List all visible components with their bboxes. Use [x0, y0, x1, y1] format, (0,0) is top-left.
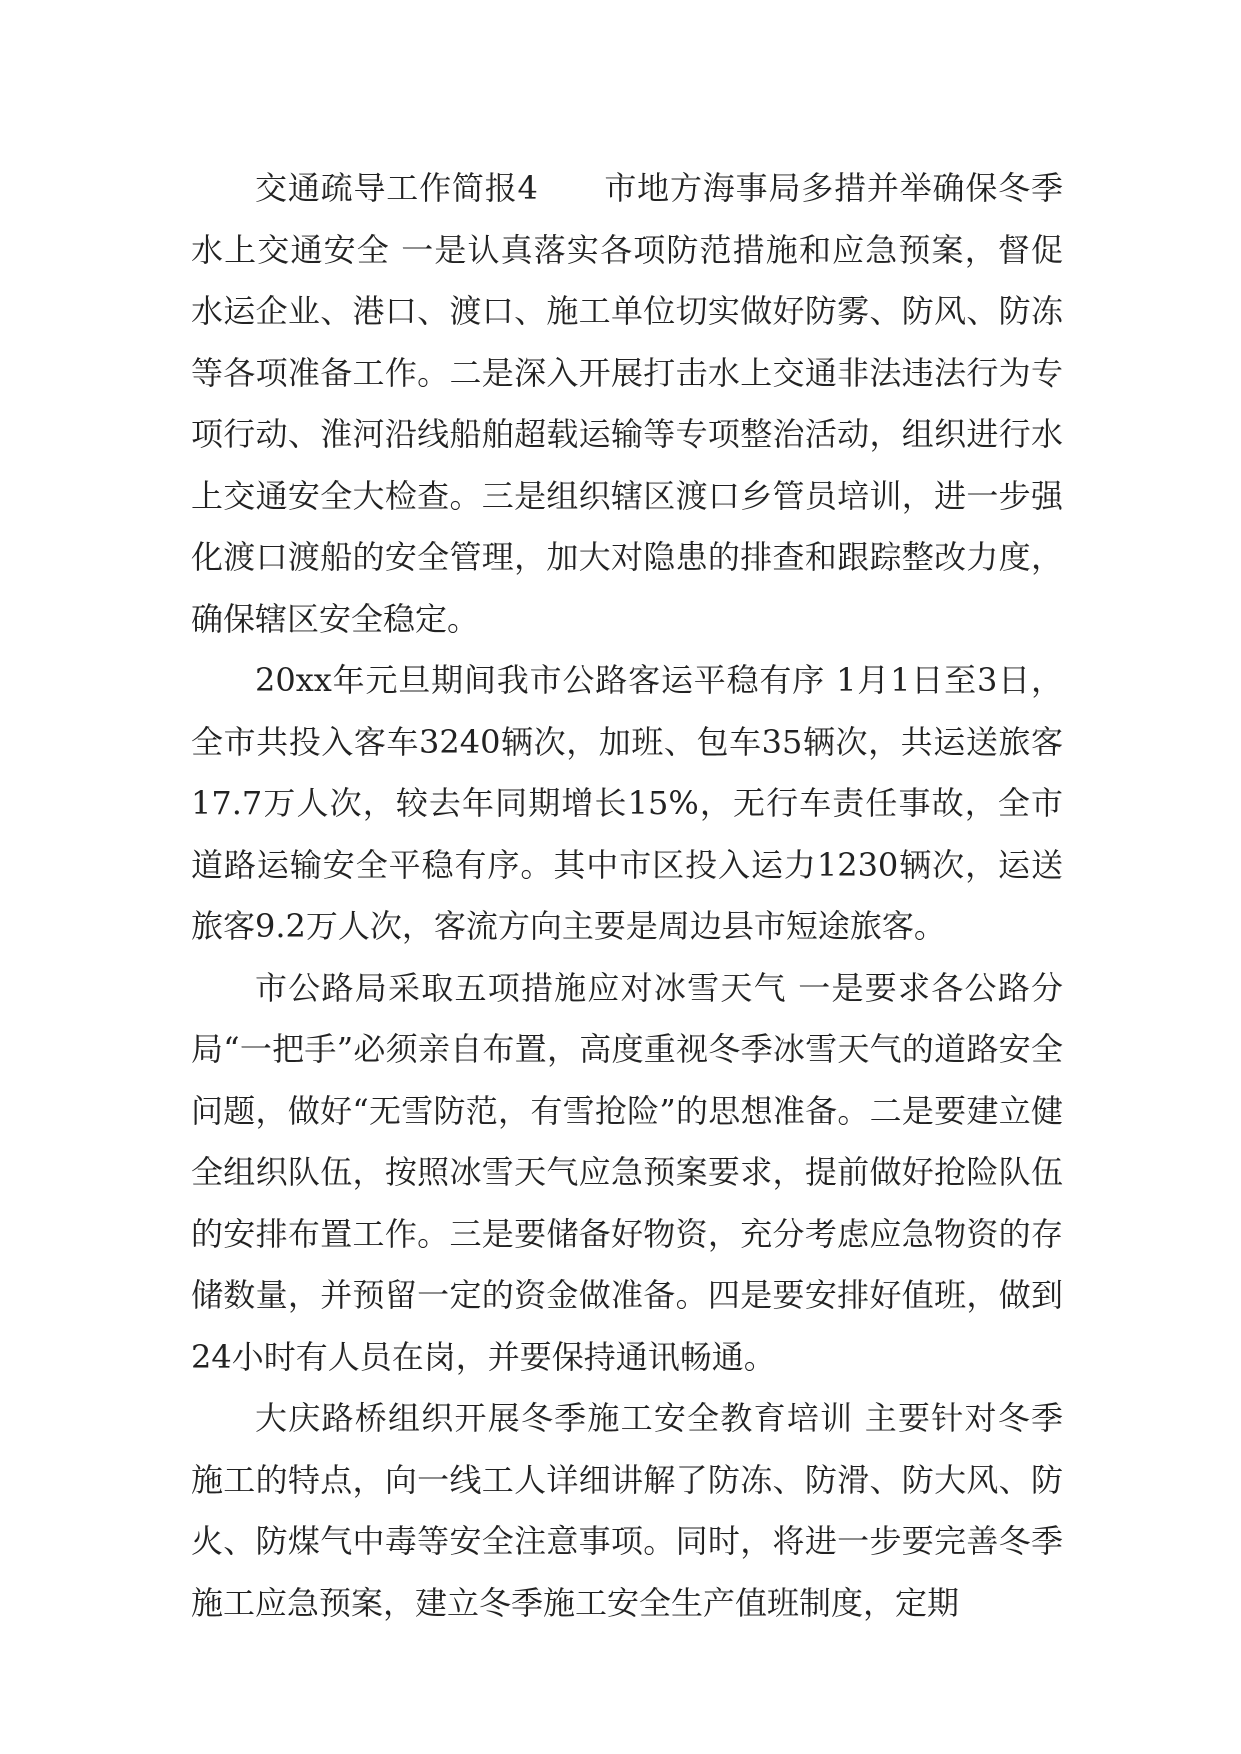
paragraph-winter-construction-training: 大庆路桥组织开展冬季施工安全教育培训 主要针对冬季施工的特点，向一线工人详细讲解了防冻、防滑、防大风、防火、防煤气中毒等安全注意事项。同时，将进一步要完善冬季施工应急预案，建立冬季施工安全生产值班制度，定期: [191, 1399, 1063, 1622]
paragraph-highway-snow-measures: 市公路局采取五项措施应对冰雪天气 一是要求各公路分局“一把手”必须亲自布置，高度重视冬季冰雪天气的道路安全问题，做好“无雪防范，有雪抢险”的思想准备。二是要建立健全组织队伍，按照冰雪天气应急预案要求，提前做好抢险队伍的安排布置工作。三是要储备好物资，充分考虑应急物资的存储数量，并预留一定的资金做准备。四是要安排好值班，做到24小时有人员在岗，并要保持通讯畅通。: [191, 968, 1063, 1376]
paragraph-maritime-safety: 交通疏导工作简报4 市地方海事局多措并举确保冬季水上交通安全 一是认真落实各项防范措施和应急预案，督促水运企业、港口、渡口、施工单位切实做好防雾、防风、防冻等各项准备工作。二是深入开展打击水上交通非法违法行为专项行动、淮河沿线船舶超载运输等专项整治活动，组织进行水上交通安全大检查。三是组织辖区渡口乡管员培训，进一步强化渡口渡船的安全管理，加大对隐患的排查和跟踪整改力度，确保辖区安全稳定。: [191, 169, 1063, 638]
document-body: [191, 158, 1063, 1634]
paragraph-new-year-passenger-transport: 20xx年元旦期间我市公路客运平稳有序 1月1日至3日，全市共投入客车3240辆次，加班、包车35辆次，共运送旅客17.7万人次，较去年同期增长15%，无行车责任事故，全市道路运输安全平稳有序。其中市区投入运力1230辆次，运送旅客9.2万人次，客流方向主要是周边县市短途旅客。: [191, 661, 1063, 945]
